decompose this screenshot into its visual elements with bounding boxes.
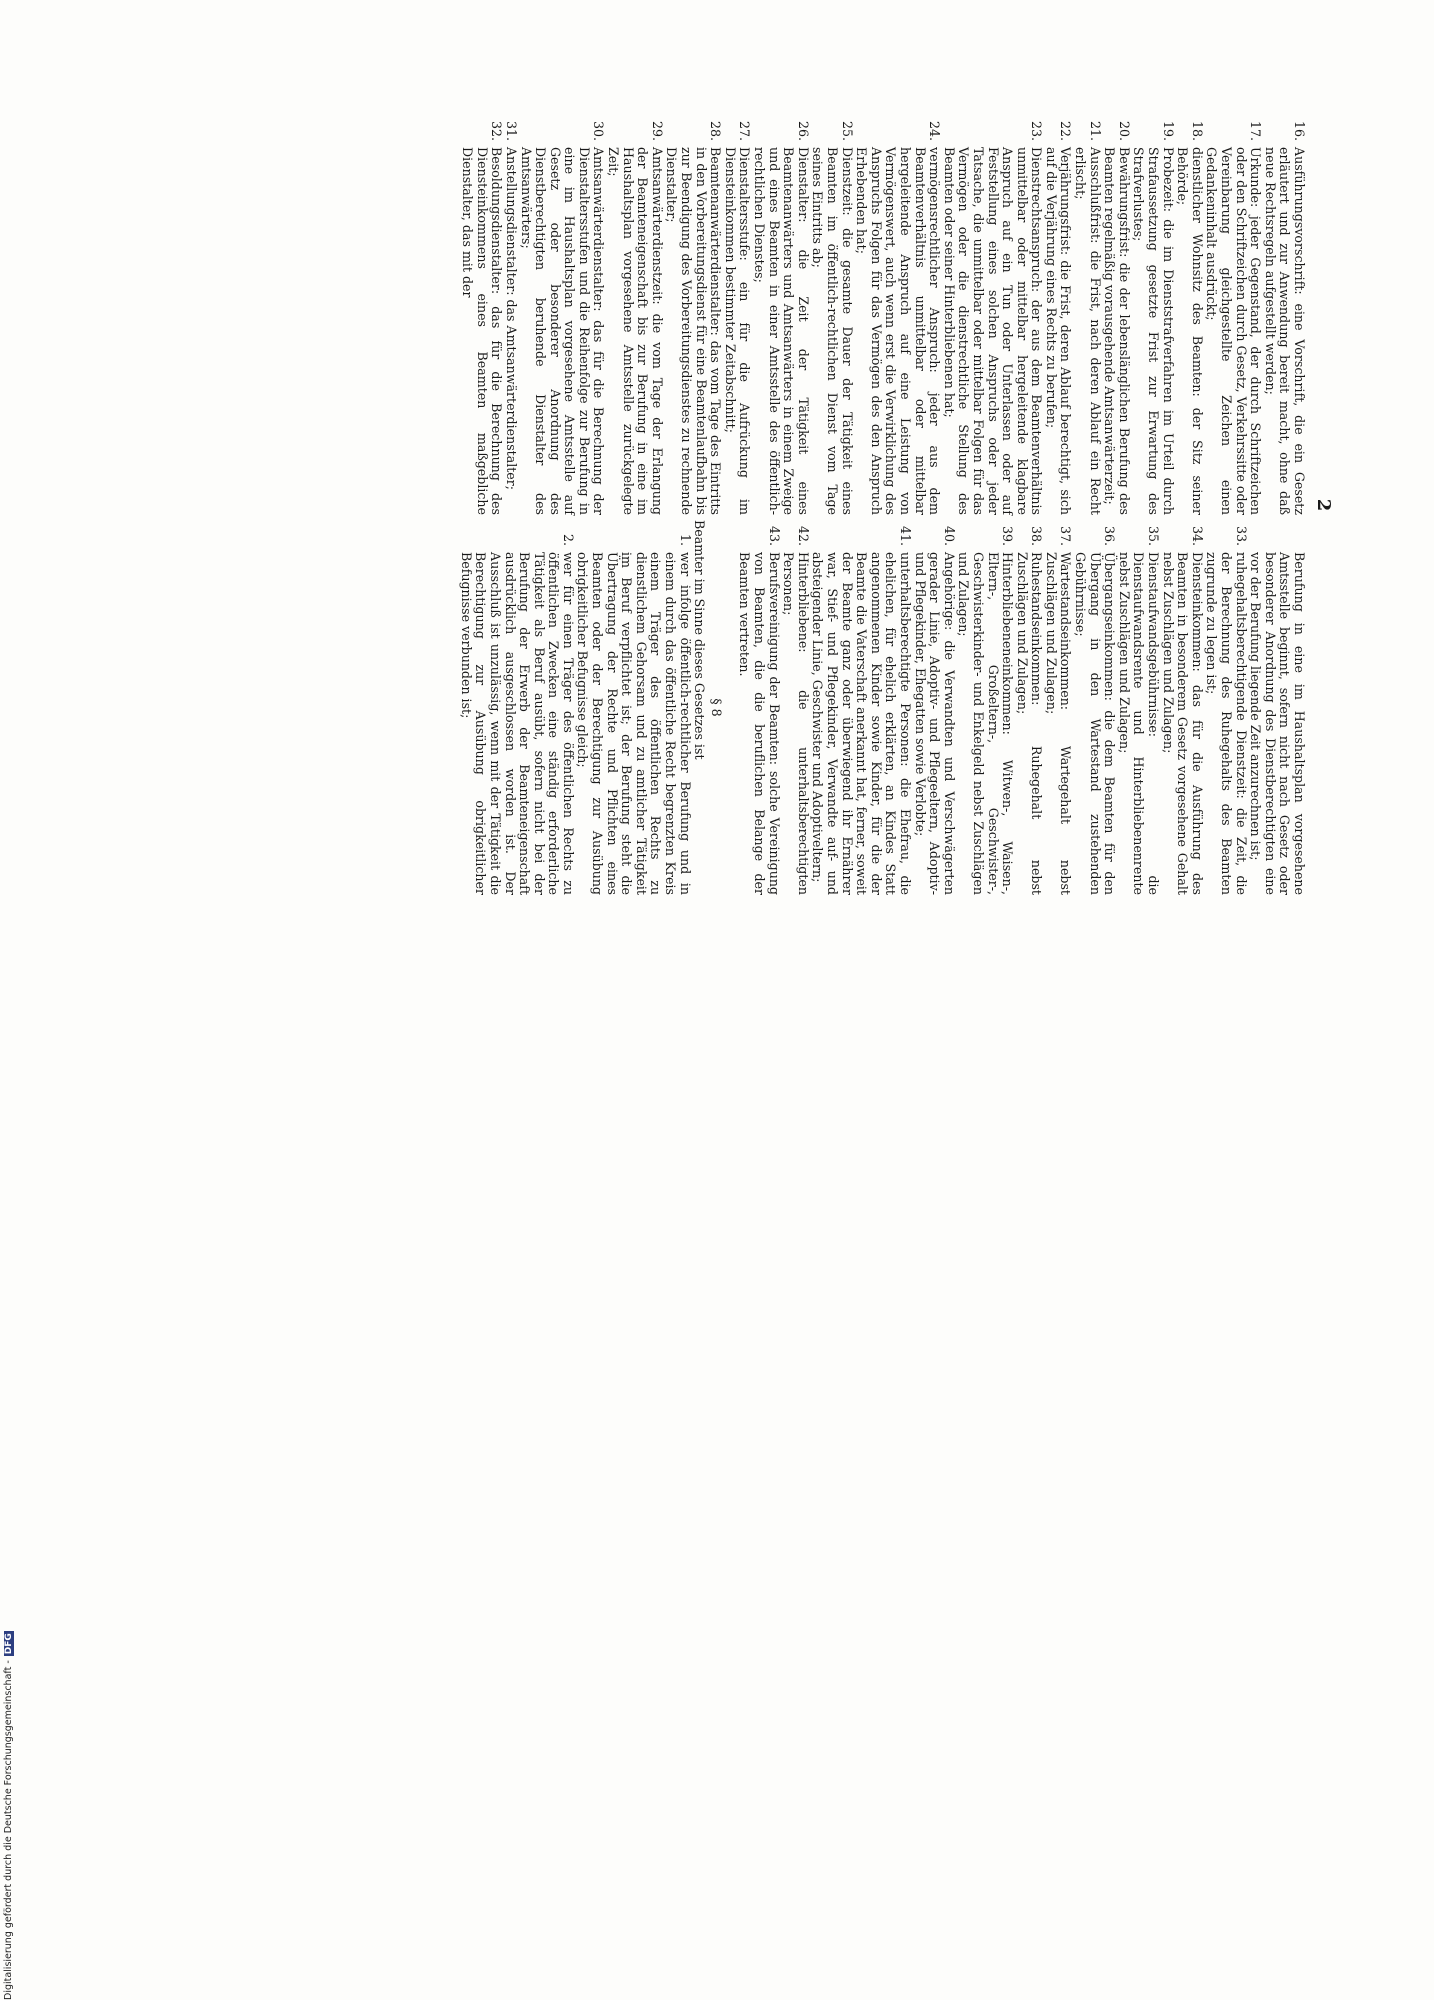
- item-text: Urkunde: jeder Gegenstand, der durch Schriftzeichen oder den Schriftzeichen durch Gesetz, Verkehrssitte oder Vereinbarung gleichgestellte Zeichen einen Gedankeninhalt ausdrückt;: [1204, 147, 1264, 515]
- section-items: [458, 520, 692, 895]
- section-heading: § 8: [708, 698, 724, 717]
- list-item: [1043, 115, 1072, 515]
- item-number: 34.: [1189, 525, 1205, 546]
- item-number: 28.: [708, 120, 724, 141]
- item-number: 38.: [1029, 525, 1045, 546]
- item-number: 25.: [839, 120, 855, 141]
- item-text: vermögensrechtlicher Anspruch: jeder aus dem Beamtenverhältnis unmittelbar oder mittelbar hergeleitende Anspruch auf eine Leistung von Vermögenswert, auch wenn erst die Verwirklichung des Anspruchs Folgen für das Vermögen des den Anspruch Erhebenden hat;: [854, 147, 943, 515]
- list-item: [458, 520, 575, 895]
- list-item: [1160, 520, 1204, 895]
- item-text: Ruhestandseinkommen: Ruhegehalt nebst Zuschlägen und Zulagen;: [1014, 552, 1045, 895]
- page-number: 2: [1313, 498, 1334, 512]
- right-column: [458, 520, 1306, 895]
- item-text: Dienstaltersstufe: ein für die Aufrückung im Diensteinkommen bestimmter Zeitabschnitt;: [722, 147, 753, 515]
- item-text: Dienstalter: die Zeit der Tätigkeit eines Beamtenanwärters und Amtsanwärters in einem Zweige und eines Beamten in einer Amtsstelle des öffentlich-rechtlichen Dienstes;: [752, 147, 811, 515]
- item-number: 31.: [503, 120, 519, 141]
- list-item: [810, 520, 912, 895]
- item-number: 21.: [1087, 120, 1103, 141]
- item-number: 19.: [1160, 120, 1176, 141]
- list-item: [1102, 115, 1131, 515]
- list-item: [751, 115, 809, 515]
- item-number: 36.: [1102, 525, 1118, 546]
- item-text: Übergangseinkommen: die dem Beamten für den Übergang in den Wartestand zustehenden Gebührnisse;: [1073, 552, 1118, 895]
- list-item: [854, 115, 942, 515]
- list-item: [810, 115, 854, 515]
- item-number: 33.: [1233, 525, 1249, 546]
- item-text: unterhaltsberechtigte Personen: die Ehefrau, die ehelichen, für ehelich erklärten, an Kindes Statt angenommenen Kinder sowie Kinder, für die der Beamte die Vaterschaft anerkannt hat, ferner, soweit der Beamte ganz oder überwiegend ihr Ernährer war, Stief- und Pflegekinder, Verwandte auf- und absteigender Linie, Geschwister und Adoptiveltern;: [810, 552, 913, 895]
- item-number: 20.: [1116, 120, 1132, 141]
- item-text: wer infolge öffentlich-rechtlicher Berufung und in einem durch das öffentliche Recht begrenzten Kreis einem Träger des öffentlichen Rechts zu dienstlichem Gehorsam und zu amtlicher Tätigkeit im Beruf verpflichtet ist; der Berufung steht die Übertragung der Rechte und Pflichten eines Beamten oder der Berechtigung zur Ausübung obrigkeitlicher Befugnisse gleich;: [575, 552, 693, 895]
- item-text: dienstlicher Wohnsitz des Beamten: der Sitz seiner Behörde;: [1175, 147, 1205, 515]
- item-text: Hinterbliebene: die unterhaltsberechtigten Personen;: [781, 552, 811, 895]
- list-item: [1175, 115, 1204, 515]
- item-text: Wartestandseinkommen: Wartegehalt nebst Zuschlägen und Zulagen;: [1043, 552, 1074, 895]
- list-item: [1204, 520, 1248, 895]
- list-item: [1043, 520, 1072, 895]
- list-item: [1262, 115, 1306, 515]
- section-intro: Beamter im Sinne dieses Gesetzes ist: [692, 520, 708, 760]
- item-text: Probezeit: die im Dienststrafverfahren im Urteil durch Strafaussetzung gesetzte Frist zur Erwartung des Strafverlustes;: [1131, 147, 1176, 515]
- item-number: 40.: [941, 525, 957, 546]
- item-text: Angehörige: die Verwandten und Verschwägerten gerader Linie, Adoptiv- und Pflegeeltern, Adoptiv- und Pflegekinder, Ehegatten sowie Verlobte;: [912, 552, 957, 895]
- item-number: 29.: [649, 120, 665, 141]
- list-item: [1073, 115, 1102, 515]
- item-text: ruhegehaltsberechtigende Dienstzeit: die Zeit, die der Berechnung des Ruhegehalts des Beamten zugrunde zu legen ist;: [1204, 552, 1249, 895]
- list-item: [781, 520, 810, 895]
- list-item: [737, 520, 781, 895]
- list-item: [722, 115, 751, 515]
- list-item: [460, 115, 504, 515]
- list-item: [518, 115, 606, 515]
- item-text: wer für einen Träger des öffentlichen Rechts zu öffentlichen Zwecken eine ständig erforderliche Tätigkeit als Beruf ausübt, sofern nicht bei der Berufung der Erwerb der Beamteneigenschaft ausdrücklich ausgeschlossen worden ist. Der Ausschluß ist unzulässig, wenn mit der Tätigkeit die Berechtigung zur Ausübung obrigkeitlicher Befugnisse verbunden ist;: [458, 552, 576, 895]
- item-text: Bewährungsfrist: die der lebenslänglichen Berufung des Beamten regelmäßig vorausgehende Amtsanwärterzeit;: [1102, 147, 1132, 515]
- list-item: [1014, 520, 1043, 895]
- continuation-paragraph: Berufung in eine im Haushaltsplan vorgesehene Amtsstelle beginnt, sofern nicht nach Gesetz oder besonderer Anordnung des Dienstberechtigten eine vor der Berufung liegende Zeit anzurechnen ist;: [1248, 552, 1307, 895]
- item-number: 23.: [1029, 120, 1045, 141]
- item-text: Dienstaufwandsgebührnisse: die Dienstaufwandsrente und Hinterbliebenenrente nebst Zuschlägen und Zulagen;: [1116, 552, 1162, 895]
- item-number: 26.: [795, 120, 811, 141]
- item-text: Anstellungsdienstalter: das Amtsanwärterdienstalter;: [503, 147, 519, 491]
- list-item: [606, 115, 664, 515]
- list-item: [956, 520, 1014, 895]
- item-number: 42.: [795, 525, 811, 546]
- item-text: Amtsanwärterdienstalter: das für die Berechnung der Dienstaltersstufen und die Reihenfolge zur Berufung in eine im Haushaltsplan vorgesehene Amtsstelle auf Gesetz oder besonderer Anordnung des Dienstberechtigten beruhende Dienstalter des Amtsanwärters;: [518, 147, 607, 515]
- list-item: [1116, 520, 1160, 895]
- item-text: Diensteinkommen: das für die Ausführung des Beamten in besonderem Gesetz vorgesehene Gehalt nebst Zuschlägen und Zulagen;: [1160, 552, 1205, 895]
- item-text: Besoldungsdienstalter: das für die Berechnung des Diensteinkommens eines Beamten maßgebliche Dienstalter, das mit der: [460, 147, 505, 515]
- item-number: 1.: [677, 533, 693, 546]
- item-text: Amtsanwärterdienstzeit: die vom Tage der Erlangung der Beamteneigenschaft bis zur Berufung in eine im Haushaltsplan vorgesehene Amtsstelle zurückgelegte Zeit;: [606, 147, 665, 515]
- item-number: 17.: [1248, 120, 1264, 141]
- right-column-items: [737, 520, 1248, 895]
- list-item: [941, 115, 1043, 515]
- item-number: 22.: [1058, 120, 1074, 141]
- list-item: [1204, 115, 1262, 515]
- item-number: 39.: [1000, 525, 1016, 546]
- item-text: Verjährungsfrist: die Frist, deren Ablauf berechtigt, sich auf die Verjährung eines Rechts zu berufen;: [1043, 147, 1074, 515]
- item-number: 2.: [560, 533, 576, 546]
- list-item: [575, 520, 692, 895]
- item-text: Berufsvereinigung der Beamten: solche Vereinigung von Beamten, die die beruflichen Belange der Beamten vertreten.: [737, 552, 782, 895]
- rotated-document-page: [0, 0, 1334, 1000]
- dfg-logo: DFG: [4, 1633, 14, 1655]
- item-text: Ausschlußfrist: die Frist, nach deren Ablauf ein Recht erlischt;: [1073, 147, 1103, 515]
- item-number: 24.: [927, 120, 943, 141]
- item-number: 35.: [1146, 525, 1162, 546]
- list-item: [664, 115, 722, 515]
- item-number: 18.: [1189, 120, 1205, 141]
- item-number: 41.: [897, 525, 913, 546]
- list-item: [503, 115, 518, 515]
- list-item: [1073, 520, 1117, 895]
- footer: [2, 1000, 16, 2000]
- item-number: 43.: [766, 525, 782, 546]
- item-number: 37.: [1058, 525, 1074, 546]
- item-text: Dienstrechtsanspruch: der aus dem Beamtenverhältnis unmittelbar oder mittelbar hergeleitende klagbare Anspruch auf ein Tun oder Unterlassen oder auf Feststellung eines solchen Anspruchs oder jeder Tatsache, die unmittelbar oder mittelbar Folgen für das Vermögen oder die dienstrechtliche Stellung des Beamten oder seiner Hinterbliebenen hat;: [941, 147, 1045, 515]
- item-text: Ausführungsvorschrift: eine Vorschrift, die ein Gesetz erläutert und zur Anwendung bereit macht, ohne daß neue Rechtsregeln aufgestellt werden;: [1262, 147, 1307, 515]
- item-number: 16.: [1292, 120, 1307, 141]
- item-text: Dienstzeit: die gesamte Dauer der Tätigkeit eines Beamten im öffentlich-rechtlichen Dienst vom Tage seines Eintritts ab;: [810, 147, 855, 515]
- list-item: [912, 520, 956, 895]
- left-column: [460, 115, 1306, 515]
- footer-text: Digitalisierung gefördert durch die Deutsche Forschungsgemeinschaft -: [3, 1660, 14, 2000]
- item-number: 27.: [737, 120, 753, 141]
- item-number: 32.: [489, 120, 505, 141]
- item-number: 30.: [591, 120, 607, 141]
- item-text: Beamtenanwärterdienstalter: das vom Tage des Eintritts in den Vorbereitungsdienst für eine Beamtenlaufbahn bis zur Beendigung des Vorbereitungsdienstes zu rechnende Dienstalter;: [664, 147, 724, 515]
- list-item: [1131, 115, 1175, 515]
- item-text: Hinterbliebeneneinkommen: Witwen-, Waisen-, Eltern-, Großeltern-, Geschwister-, Geschwisterkinder- und Enkelgeld nebst Zuschlägen und Zulagen;: [956, 552, 1016, 895]
